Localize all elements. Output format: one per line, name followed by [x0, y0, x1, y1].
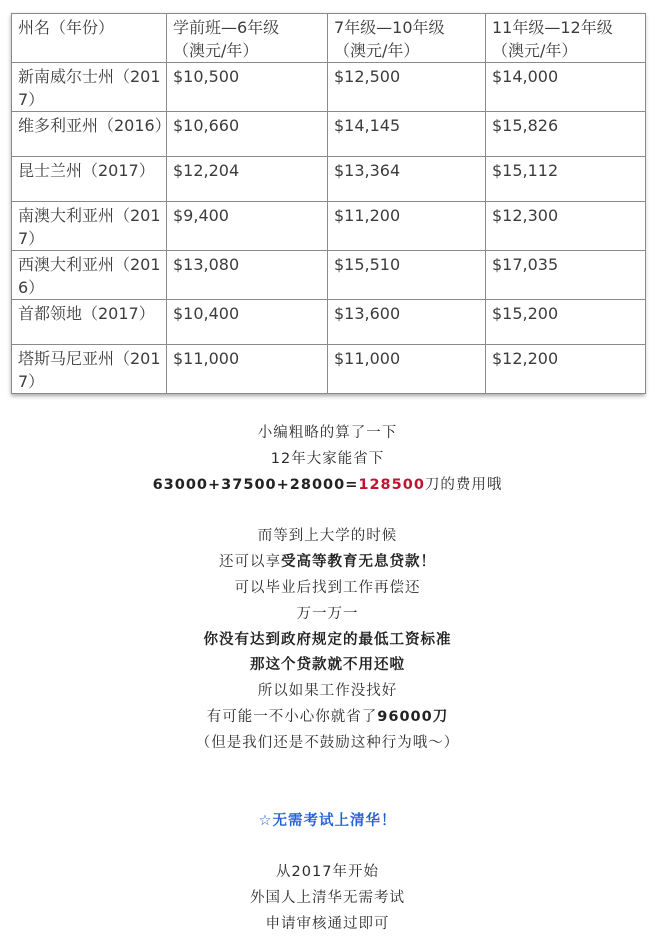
paragraph-gap [0, 498, 655, 524]
table-row [12, 112, 646, 157]
text-line: 所以如果工作没找好 [257, 683, 398, 700]
loan-line [0, 550, 655, 576]
text-line-bold: 那这个贷款就不用还啦 [250, 657, 405, 674]
savings-total: 128500 [358, 476, 425, 493]
loan-highlight: 受高等教育无息贷款！ [281, 554, 436, 571]
paragraph-gap [0, 834, 655, 860]
cell-state: 南澳大利亚州（2017） [12, 202, 167, 251]
text-line-bold: 你没有达到政府规定的最低工资标准 [203, 631, 452, 648]
cell-y7-10: $14,145 [328, 112, 486, 157]
savings-suffix: 刀的费用哦 [424, 476, 503, 493]
cell-k6: $11,000 [167, 345, 328, 394]
savings-total-line [0, 473, 655, 499]
cell-k6: $10,400 [167, 300, 328, 345]
section-title: 无需考试上清华！ [272, 812, 397, 829]
table-row [12, 202, 646, 251]
table-row [12, 251, 646, 300]
cell-state: 维多利亚州（2016） [12, 112, 167, 157]
header-y7-10: 7年级—10年级 （澳元/年） [328, 14, 486, 63]
tuition-table-container [11, 13, 645, 394]
cell-state: 首都领地（2017） [12, 300, 167, 345]
text-line: 12年大家能省下 [270, 450, 385, 467]
cell-y7-10: $13,364 [328, 157, 486, 202]
text-line: 万一万一 [296, 605, 359, 622]
cell-y11-12: $14,000 [486, 63, 646, 112]
star-icon: ☆ [258, 812, 273, 829]
cell-y7-10: $15,510 [328, 251, 486, 300]
article-body [0, 421, 655, 938]
text-line: 从2017年开始 [276, 864, 379, 881]
cell-k6: $9,400 [167, 202, 328, 251]
cell-k6: $13,080 [167, 251, 328, 300]
section-heading [0, 809, 655, 835]
header-k6: 学前班—6年级 （澳元/年） [167, 14, 328, 63]
cell-y11-12: $12,200 [486, 345, 646, 394]
table-row [12, 300, 646, 345]
cell-y7-10: $11,200 [328, 202, 486, 251]
cell-y11-12: $15,826 [486, 112, 646, 157]
table-row [12, 345, 646, 394]
header-state: 州名（年份） [12, 14, 167, 63]
cell-state: 昆士兰州（2017） [12, 157, 167, 202]
text-line: 申请审核通过即可 [265, 915, 390, 932]
cell-y7-10: $11,000 [328, 345, 486, 394]
paragraph-gap [0, 783, 655, 809]
savings-formula: 63000+37500+28000= [152, 476, 359, 493]
loan-prefix: 还可以享 [219, 554, 281, 571]
cell-y7-10: $12,500 [328, 63, 486, 112]
saved-amount-line [0, 705, 655, 731]
cell-y11-12: $12,300 [486, 202, 646, 251]
cell-state: 新南威尔士州（2017） [12, 63, 167, 112]
paragraph-gap [0, 757, 655, 783]
text-line: 小编粗略的算了一下 [257, 425, 398, 441]
text-line: 可以毕业后找到工作再偿还 [234, 579, 421, 596]
cell-k6: $10,660 [167, 112, 328, 157]
cell-y7-10: $13,600 [328, 300, 486, 345]
cell-y11-12: $15,200 [486, 300, 646, 345]
cell-y11-12: $15,112 [486, 157, 646, 202]
saved-prefix: 有可能一不小心你就省了 [206, 708, 378, 725]
cell-k6: $10,500 [167, 63, 328, 112]
text-line: 而等到上大学的时候 [257, 528, 398, 545]
cell-y11-12: $17,035 [486, 251, 646, 300]
tuition-table [11, 13, 646, 394]
cell-state: 塔斯马尼亚州（2017） [12, 345, 167, 394]
text-line: （但是我们还是不鼓励这种行为哦～） [195, 734, 460, 751]
table-header-row [12, 14, 646, 63]
saved-amount: 96000刀 [377, 708, 449, 725]
table-row [12, 63, 646, 112]
cell-state: 西澳大利亚州（2016） [12, 251, 167, 300]
text-line: 外国人上清华无需考试 [250, 890, 405, 907]
cell-k6: $12,204 [167, 157, 328, 202]
table-row [12, 157, 646, 202]
header-y11-12: 11年级—12年级 （澳元/年） [486, 14, 646, 63]
